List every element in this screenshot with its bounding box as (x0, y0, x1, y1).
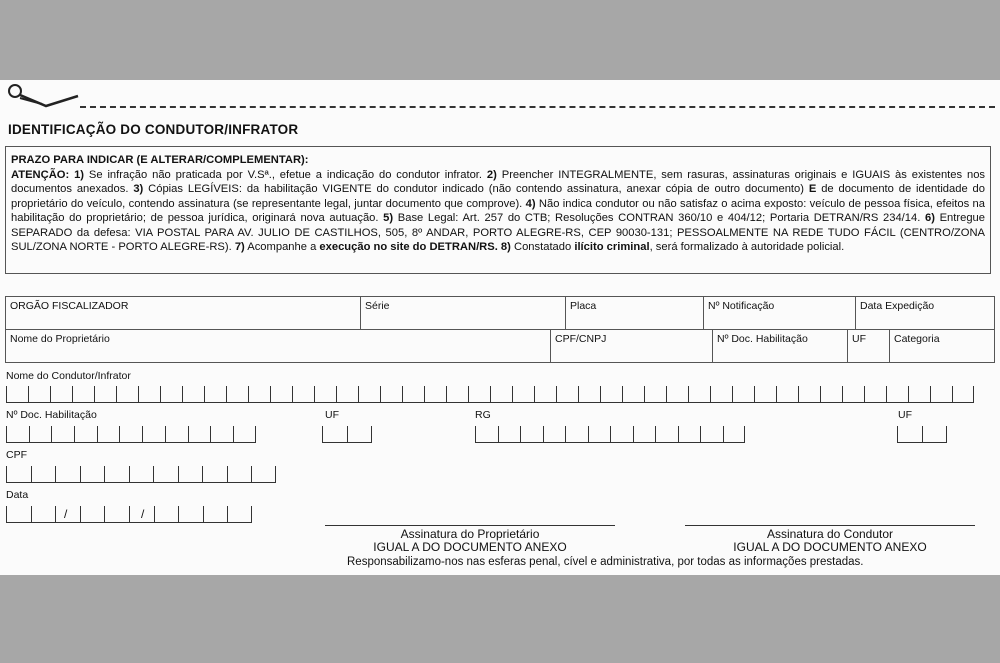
char-box[interactable] (446, 386, 468, 402)
owner-doc-habilitacao-field[interactable] (713, 330, 848, 362)
owner-info-row (5, 329, 995, 363)
char-box[interactable] (51, 426, 74, 442)
serie-field[interactable] (361, 297, 566, 329)
nome-proprietario-field[interactable] (6, 330, 551, 362)
date-separator-2: / (141, 507, 145, 521)
char-box[interactable] (270, 386, 292, 402)
char-box[interactable] (80, 466, 105, 482)
rg-uf-label: UF (898, 409, 912, 421)
char-box[interactable] (55, 506, 80, 522)
condutor-signature-line (685, 525, 975, 526)
char-box[interactable] (475, 426, 498, 442)
char-box[interactable] (556, 386, 578, 402)
orgao-fiscalizador-field[interactable] (6, 297, 361, 329)
proprietario-igual-note: IGUAL A DO DOCUMENTO ANEXO (373, 540, 567, 554)
char-box[interactable] (6, 426, 29, 442)
cpf-cnpj-field[interactable] (551, 330, 713, 362)
char-box[interactable] (182, 386, 204, 402)
char-box[interactable] (610, 426, 633, 442)
proprietario-signature-label: Assinatura do Proprietário (400, 527, 540, 541)
char-box[interactable] (94, 386, 116, 402)
char-box[interactable] (897, 426, 922, 442)
nome-proprietario-label: Nome do Proprietário (10, 333, 110, 345)
char-box[interactable] (543, 426, 566, 442)
cpf-cnpj-label: CPF/CNPJ (555, 333, 607, 345)
char-box[interactable] (723, 426, 746, 442)
char-box[interactable] (512, 386, 534, 402)
categoria-field[interactable] (890, 330, 994, 362)
char-box[interactable] (227, 506, 252, 522)
char-box[interactable] (188, 426, 211, 442)
char-box[interactable] (203, 506, 228, 522)
notificacao-label: Nº Notificação (708, 300, 775, 312)
responsibility-note: Responsabilizamo-nos nas esferas penal, cível e administrativa, por todas as informações prestadas. (347, 556, 864, 568)
char-box[interactable] (104, 466, 129, 482)
char-box[interactable] (633, 426, 656, 442)
char-box[interactable] (119, 426, 142, 442)
char-box[interactable] (655, 426, 678, 442)
char-box[interactable] (468, 386, 490, 402)
notice-box (5, 146, 991, 274)
placa-label: Placa (570, 300, 597, 312)
scissors-icon (6, 82, 82, 112)
char-box[interactable] (210, 426, 233, 442)
condutor-doc-habilitacao-label: Nº Doc. Habilitação (6, 409, 97, 421)
char-box[interactable] (142, 426, 165, 442)
char-box[interactable] (55, 466, 80, 482)
placa-field[interactable] (566, 297, 704, 329)
char-box[interactable] (292, 386, 314, 402)
owner-doc-habilitacao-label: Nº Doc. Habilitação (717, 333, 808, 345)
form-paper (0, 80, 1000, 575)
char-box[interactable] (886, 386, 908, 402)
char-box[interactable] (116, 386, 138, 402)
char-box[interactable] (754, 386, 776, 402)
char-box[interactable] (622, 386, 644, 402)
char-box[interactable] (930, 386, 952, 402)
data-label: Data (6, 489, 29, 501)
char-box[interactable] (104, 506, 129, 522)
condutor-doc-habilitacao-boxes[interactable] (6, 426, 256, 443)
char-box[interactable] (864, 386, 886, 402)
char-box[interactable] (908, 386, 930, 402)
char-box[interactable] (6, 506, 31, 522)
char-box[interactable] (233, 426, 256, 442)
char-box[interactable] (153, 466, 178, 482)
char-box[interactable] (336, 386, 358, 402)
condutor-signature-label: Assinatura do Condutor (766, 527, 894, 541)
categoria-label: Categoria (894, 333, 940, 345)
owner-uf-field[interactable] (848, 330, 890, 362)
char-box[interactable] (688, 386, 710, 402)
char-box[interactable] (165, 426, 188, 442)
char-box[interactable] (588, 426, 611, 442)
char-box[interactable] (565, 426, 588, 442)
rg-uf-boxes[interactable] (897, 426, 947, 443)
char-box[interactable] (314, 386, 336, 402)
serie-label: Série (365, 300, 390, 312)
char-box[interactable] (251, 466, 276, 482)
rg-boxes[interactable] (475, 426, 745, 443)
cut-line (80, 106, 995, 108)
char-box[interactable] (6, 386, 28, 402)
char-box[interactable] (204, 386, 226, 402)
char-box[interactable] (347, 426, 372, 442)
nome-condutor-label: Nome do Condutor/Infrator (6, 370, 131, 382)
char-box[interactable] (29, 426, 52, 442)
char-box[interactable] (776, 386, 798, 402)
condutor-uf-label: UF (325, 409, 339, 421)
char-box[interactable] (842, 386, 864, 402)
char-box[interactable] (28, 386, 50, 402)
char-box[interactable] (154, 506, 179, 522)
char-box[interactable] (534, 386, 556, 402)
owner-uf-label: UF (852, 333, 866, 345)
proprietario-signature[interactable] (325, 525, 615, 554)
rg-label: RG (475, 409, 491, 421)
char-box[interactable] (74, 426, 97, 442)
char-box[interactable] (248, 386, 270, 402)
char-box[interactable] (952, 386, 974, 402)
char-box[interactable] (710, 386, 732, 402)
char-box[interactable] (178, 506, 203, 522)
cpf-boxes[interactable] (6, 466, 276, 483)
char-box[interactable] (678, 426, 701, 442)
char-box[interactable] (666, 386, 688, 402)
orgao-label: ORGÃO FISCALIZADOR (10, 300, 129, 312)
char-box[interactable] (520, 426, 543, 442)
char-box[interactable] (600, 386, 622, 402)
data-expedicao-label: Data Expedição (860, 300, 935, 312)
char-box[interactable] (402, 386, 424, 402)
notificacao-field[interactable] (704, 297, 856, 329)
char-box[interactable] (6, 466, 31, 482)
char-box[interactable] (31, 506, 56, 522)
data-boxes[interactable] (6, 506, 252, 523)
cpf-label: CPF (6, 449, 27, 461)
char-box[interactable] (160, 386, 182, 402)
char-box[interactable] (798, 386, 820, 402)
char-box[interactable] (129, 466, 154, 482)
char-box[interactable] (490, 386, 512, 402)
nome-condutor-boxes[interactable] (6, 386, 974, 403)
char-box[interactable] (380, 386, 402, 402)
condutor-signature[interactable] (685, 525, 975, 554)
char-box[interactable] (922, 426, 947, 442)
form-title: IDENTIFICAÇÃO DO CONDUTOR/INFRATOR (8, 122, 299, 137)
char-box[interactable] (358, 386, 380, 402)
char-box[interactable] (322, 426, 347, 442)
condutor-uf-boxes[interactable] (322, 426, 372, 443)
char-box[interactable] (498, 426, 521, 442)
date-separator-1: / (64, 507, 68, 521)
char-box[interactable] (732, 386, 754, 402)
data-expedicao-field[interactable] (856, 297, 994, 329)
char-box[interactable] (226, 386, 248, 402)
char-box[interactable] (644, 386, 666, 402)
char-box[interactable] (202, 466, 227, 482)
char-box[interactable] (31, 466, 56, 482)
char-box[interactable] (80, 506, 105, 522)
notice-heading: PRAZO PARA INDICAR (E ALTERAR/COMPLEMENTAR): (11, 154, 309, 166)
char-box[interactable] (50, 386, 72, 402)
char-box[interactable] (138, 386, 160, 402)
char-box[interactable] (578, 386, 600, 402)
char-box[interactable] (700, 426, 723, 442)
char-box[interactable] (424, 386, 446, 402)
char-box[interactable] (72, 386, 94, 402)
char-box[interactable] (178, 466, 203, 482)
notice-body: ATENÇÃO: 1) Se infração não praticada por V.Sª., efetue a indicação do condutor infrator. 2) Preencher INTEGRALMENTE, sem rasuras, assinaturas originais e IGUAIS às existentes nos documentos anexados. 3) Cópias LEGÍVEIS: da habilitação VIGENTE do condutor indicado (não contendo assinatura, anexar cópia de outro documento) E de documento de identidade do proprietário do veículo, contendo assinatura (se representante legal, juntar documento que comprove). 4) Não indica condutor ou não satisfaz o acima exposto: veículo de pessoa física, efeitos na habilitação do proprietário; de pessoa jurídica, originará nova autuação. 5) Base Legal: Art. 257 do CTB; Resoluções CONTRAN 360/10 e 404/12; Portaria DETRAN/RS 234/14. 6) Entregue SEPARADO da defesa: VIA POSTAL PARA AV. JULIO DE CASTILHOS, 505, 8º ANDAR, PORTO ALEGRE-RS, CEP 90030-131; PESSOALMENTE NA REDE TUDO FÁCIL (CENTRO/ZONA SUL/ZONA NORTE - PORTO ALEGRE-RS). 7) Acompanhe a execução no site do DETRAN/RS. 8) Constatado ilícito criminal, será formalizado à autoridade policial. (11, 168, 986, 253)
char-box[interactable] (97, 426, 120, 442)
condutor-igual-note: IGUAL A DO DOCUMENTO ANEXO (733, 540, 927, 554)
char-box[interactable] (820, 386, 842, 402)
vehicle-info-row (5, 296, 995, 330)
proprietario-signature-line (325, 525, 615, 526)
char-box[interactable] (227, 466, 252, 482)
